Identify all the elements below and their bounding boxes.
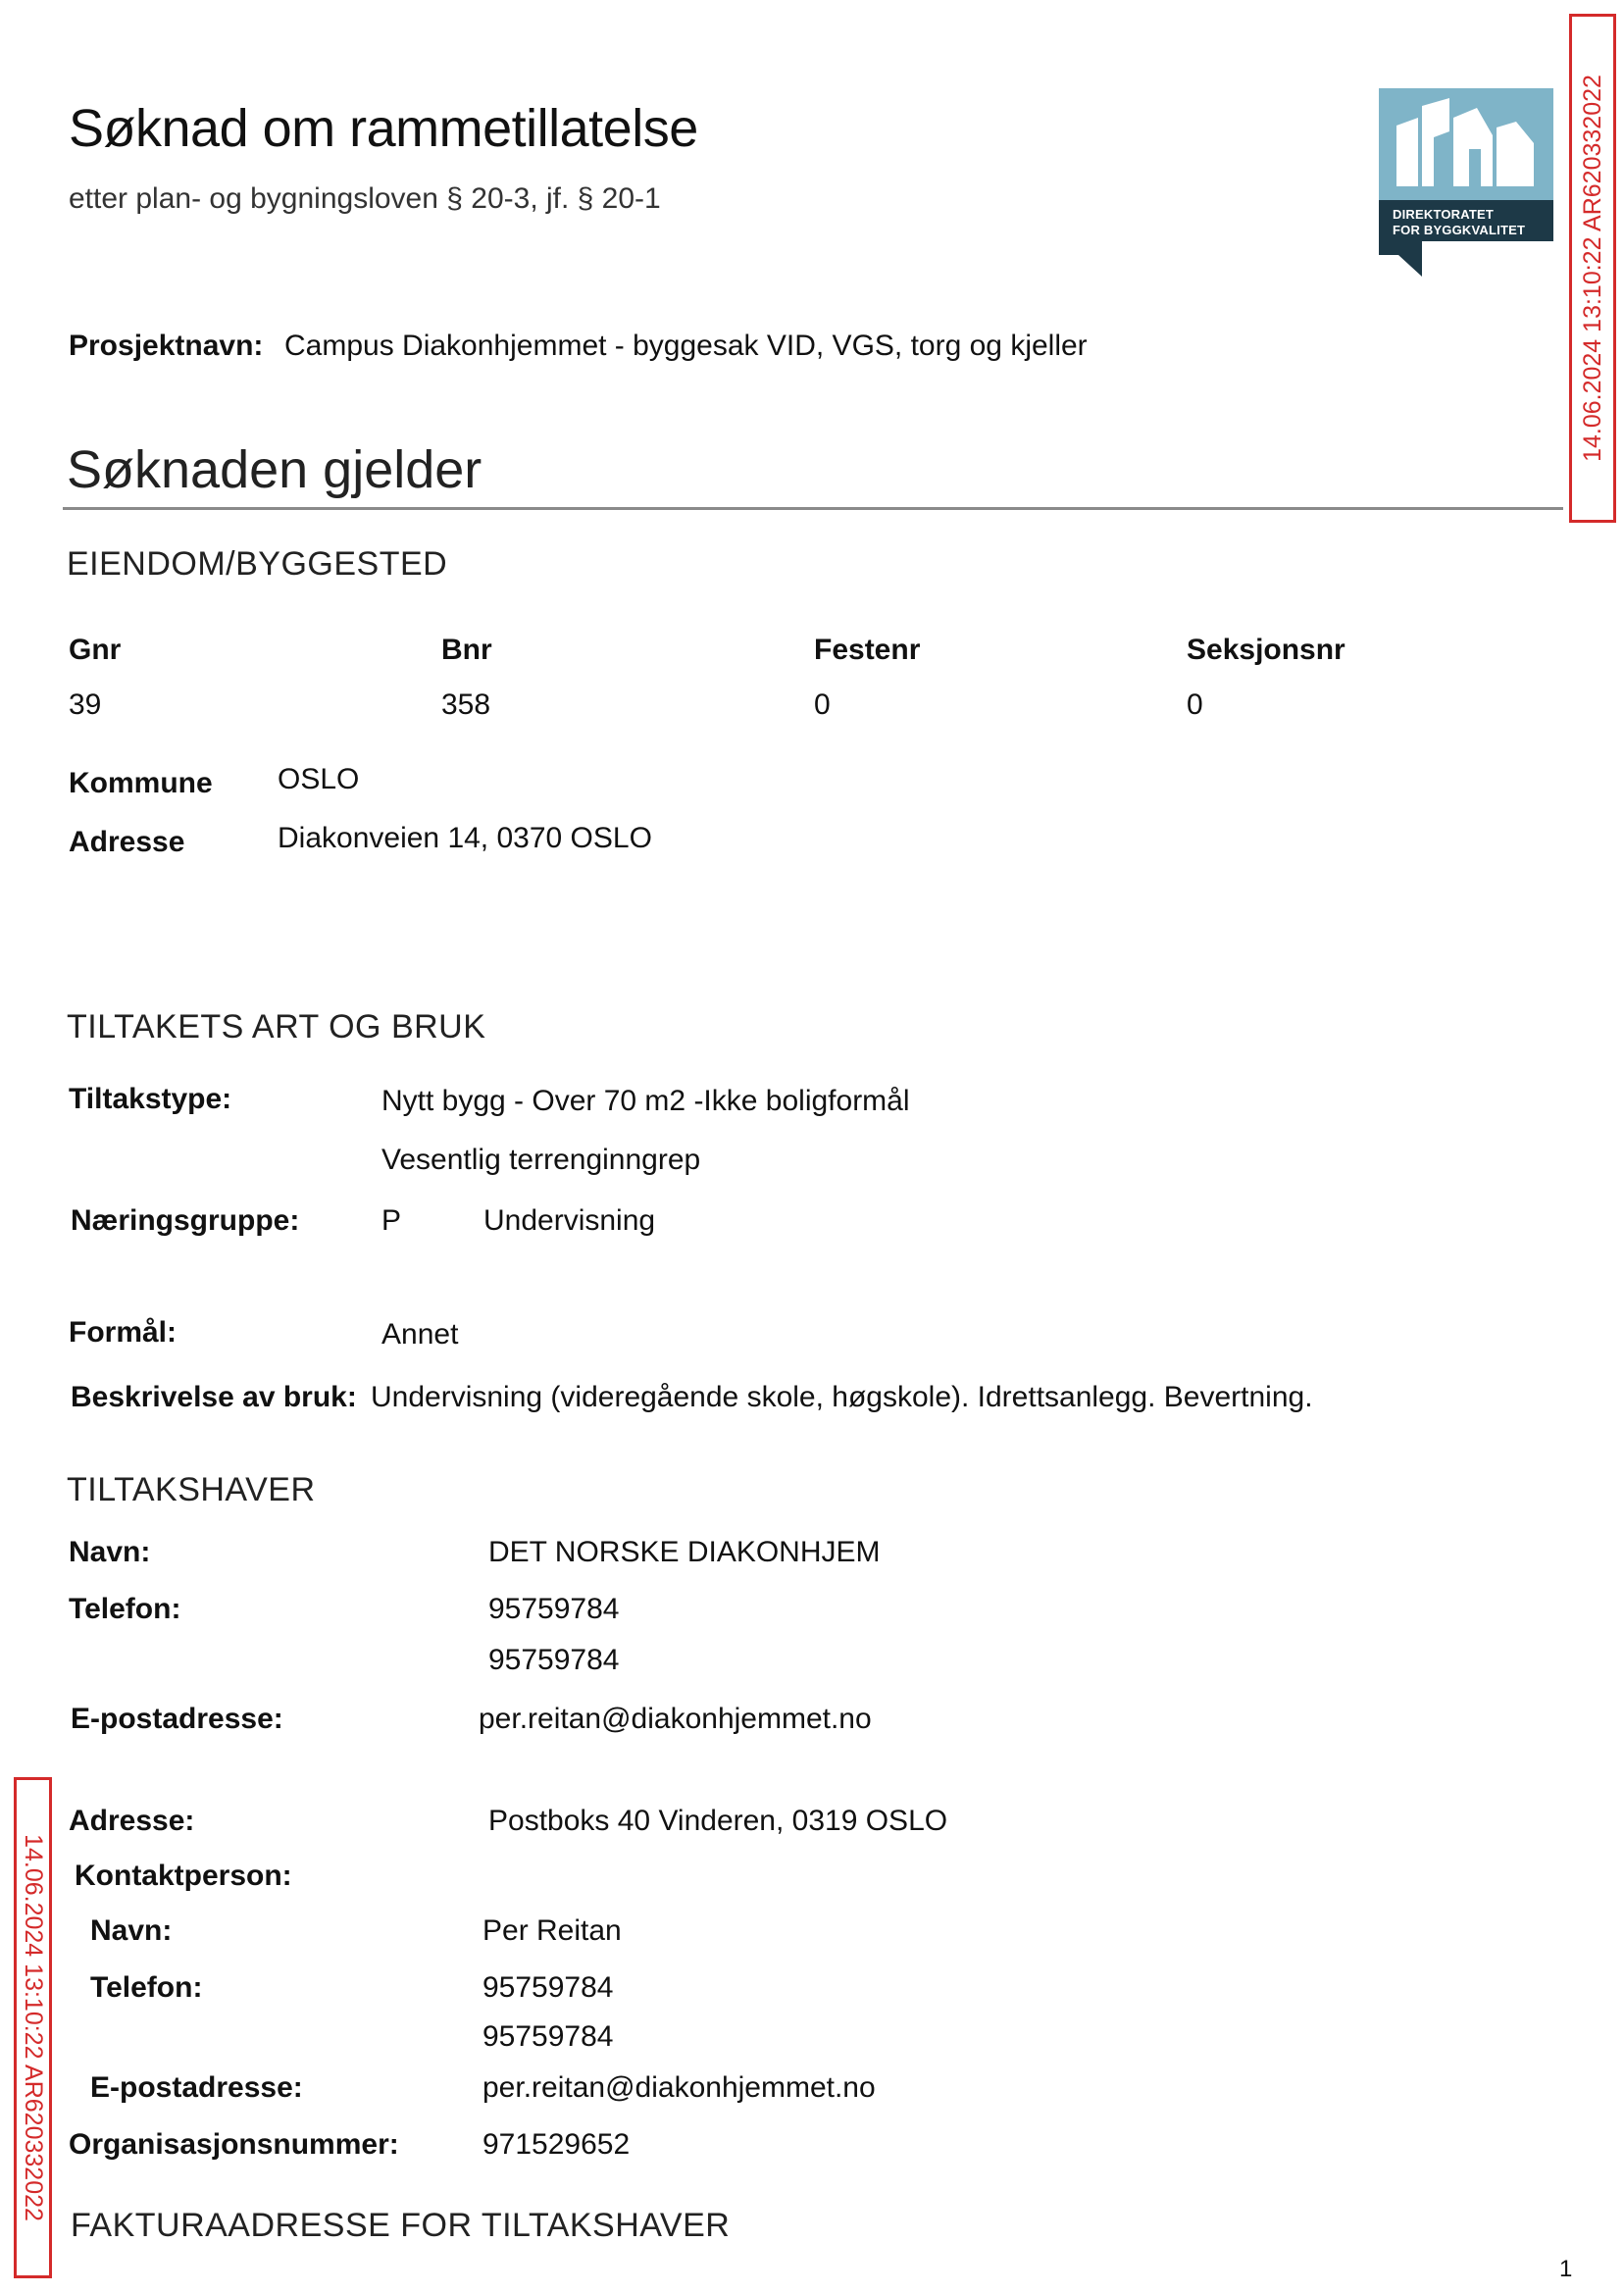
orgnr-label: Organisasjonsnummer: — [69, 2128, 399, 2161]
logo-name-band — [1379, 200, 1553, 241]
tiltakstype-label: Tiltakstype: — [69, 1083, 232, 1115]
tiltak-heading: TILTAKETS ART OG BRUK — [67, 1008, 486, 1045]
tiltakshaver-navn-value: DET NORSKE DIAKONHJEM — [488, 1536, 881, 1568]
project-label: Prosjektnavn: — [69, 330, 264, 362]
received-stamp-top — [1569, 14, 1616, 523]
logo-building-icon — [1379, 88, 1553, 200]
logo-line2: FOR BYGGKVALITET — [1393, 223, 1526, 237]
stamp-text: 14.06.2024 13:10:22 AR620332022 — [1578, 75, 1606, 462]
kommune-label: Kommune — [69, 767, 213, 799]
beskrivelse-label: Beskrivelse av bruk: — [71, 1381, 357, 1413]
document-title: Søknad om rammetillatelse — [69, 99, 698, 158]
tiltakshaver-heading: TILTAKSHAVER — [67, 1471, 316, 1508]
adresse-value: Diakonveien 14, 0370 OSLO — [278, 822, 652, 854]
tiltakstype-value-1: Nytt bygg - Over 70 m2 -Ikke boligformål — [381, 1085, 910, 1117]
kontaktperson-label: Kontaktperson: — [75, 1860, 292, 1892]
bnr-value: 358 — [441, 688, 491, 721]
logo-flag-icon — [1379, 241, 1422, 277]
kommune-value: OSLO — [278, 763, 360, 795]
stamp-text: 14.06.2024 13:10:22 AR620332022 — [20, 1834, 47, 2221]
bnr-header: Bnr — [441, 634, 492, 666]
beskrivelse-value: Undervisning (videregående skole, høgskole). Idrettsanlegg. Bevertning. — [371, 1381, 1313, 1413]
tiltakshaver-epost-value: per.reitan@diakonhjemmet.no — [479, 1703, 872, 1735]
naeringsgruppe-label: Næringsgruppe: — [71, 1204, 300, 1237]
kontakt-telefon-value-2: 95759784 — [482, 2020, 614, 2053]
festenr-value: 0 — [814, 688, 831, 721]
adresse-label: Adresse — [69, 826, 185, 858]
tiltakshaver-telefon-value-1: 95759784 — [488, 1593, 620, 1625]
dibk-logo — [1379, 88, 1553, 277]
eiendom-heading: EIENDOM/BYGGESTED — [67, 545, 448, 583]
tiltakshaver-telefon-value-2: 95759784 — [488, 1644, 620, 1676]
section-title: Søknaden gjelder — [67, 440, 482, 499]
tiltakshaver-telefon-label: Telefon: — [69, 1593, 181, 1625]
naeringsgruppe-value: Undervisning — [483, 1204, 656, 1237]
naeringsgruppe-code: P — [381, 1204, 402, 1237]
project-value: Campus Diakonhjemmet - byggesak VID, VGS, torg og kjeller — [284, 330, 1088, 362]
tiltakstype-value-2: Vesentlig terrenginngrep — [381, 1144, 701, 1176]
gnr-value: 39 — [69, 688, 102, 721]
page-number: 1 — [1559, 2256, 1573, 2282]
formal-value: Annet — [381, 1318, 459, 1351]
logo-line1: DIREKTORATET — [1393, 207, 1495, 222]
orgnr-value: 971529652 — [482, 2128, 631, 2161]
formal-label: Formål: — [69, 1316, 178, 1349]
kontakt-navn-value: Per Reitan — [482, 1914, 622, 1947]
gnr-header: Gnr — [69, 634, 122, 666]
kontakt-telefon-value-1: 95759784 — [482, 1971, 614, 2004]
document-subtitle: etter plan- og bygningsloven § 20-3, jf. § 20-1 — [69, 182, 661, 215]
kontakt-epost-label: E-postadresse: — [90, 2071, 303, 2104]
kontakt-epost-value: per.reitan@diakonhjemmet.no — [482, 2071, 876, 2104]
seksjonsnr-header: Seksjonsnr — [1187, 634, 1345, 666]
tiltakshaver-epost-label: E-postadresse: — [71, 1703, 283, 1735]
tiltakshaver-navn-label: Navn: — [69, 1536, 151, 1568]
festenr-header: Festenr — [814, 634, 921, 666]
tiltakshaver-adresse-label: Adresse: — [69, 1805, 195, 1837]
seksjonsnr-value: 0 — [1187, 688, 1203, 721]
kontakt-telefon-label: Telefon: — [90, 1971, 203, 2004]
faktura-heading: FAKTURAADRESSE FOR TILTAKSHAVER — [71, 2207, 731, 2244]
kontakt-navn-label: Navn: — [90, 1914, 173, 1947]
tiltakshaver-adresse-value: Postboks 40 Vinderen, 0319 OSLO — [488, 1805, 948, 1837]
section-divider — [63, 507, 1563, 510]
received-stamp-left — [14, 1777, 52, 2278]
